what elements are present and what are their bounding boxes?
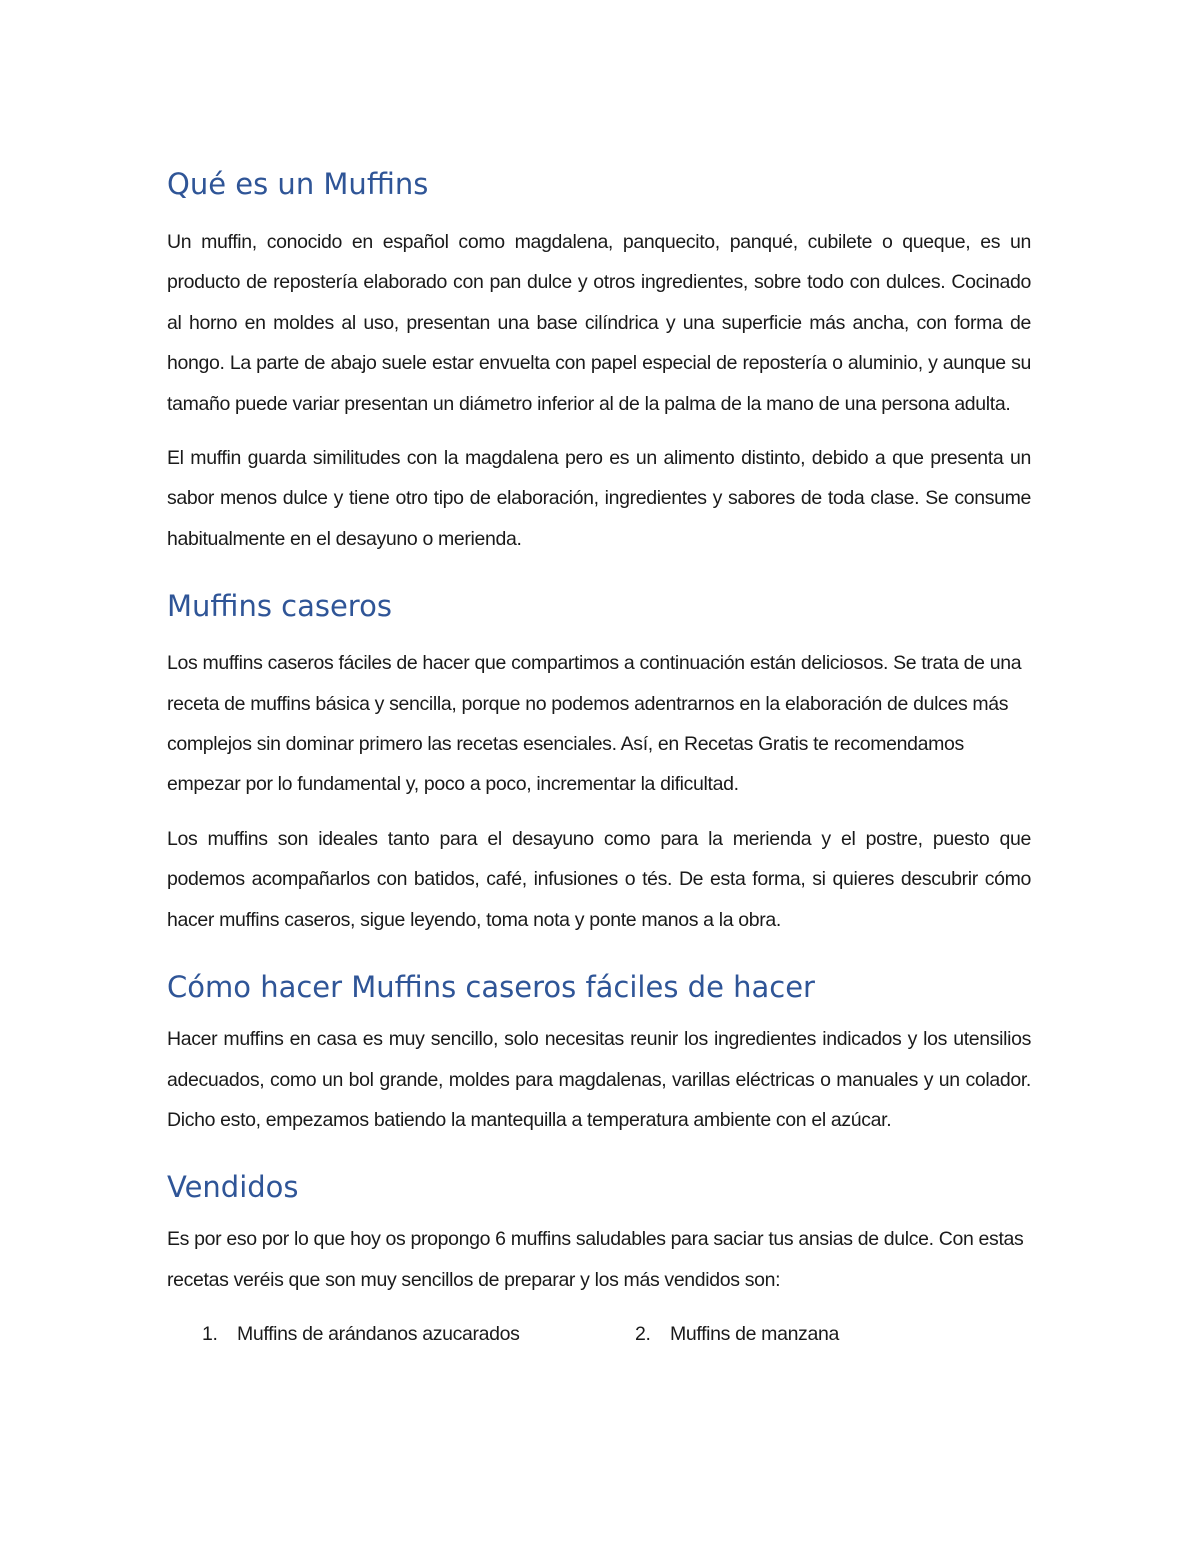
- list-number: 2.: [635, 1323, 651, 1346]
- list-number: 1.: [202, 1323, 218, 1346]
- document-page: [167, 152, 1031, 1354]
- paragraph: Los muffins caseros fáciles de hacer que compartimos a continuación están deliciosos. Se trata de una receta de muffins básica y sencilla, porque no podemos adentrarnos en la elaboración de dulces más complejos sin dominar primero las recetas esenciales. Así, en Recetas Gratis te recomendamos empezar por lo fundamental y, poco a poco, incrementar la dificultad.: [167, 652, 1022, 796]
- heading-que-es-un-muffins: Qué es un Muffins: [167, 167, 429, 201]
- heading-como-hacer-muffins: Cómo hacer Muffins caseros fáciles de hacer: [167, 970, 815, 1005]
- list-item-text: Muffins de arándanos azucarados: [237, 1323, 520, 1346]
- numbered-list: [167, 1314, 1031, 1354]
- paragraph: Los muffins son ideales tanto para el desayuno como para la merienda y el postre, puesto que podemos acompañarlos con batidos, café, infusiones o tés. De esta forma, si quieres descubrir cómo hacer muffins caseros, sigue leyendo, toma nota y ponte manos a la obra.: [167, 827, 1031, 931]
- paragraph: Un muffin, conocido en español como magdalena, panquecito, panqué, cubilete o queque, es un producto de repostería elaborado con pan dulce y otros ingredientes, sobre todo con dulces. Cocinado al horno en moldes al uso, presentan una base cilíndrica y una superficie más ancha, con forma de hongo. La parte de abajo suele estar envuelta con papel especial de repostería o aluminio, y aunque su tamaño puede variar presentan un diámetro inferior al de la palma de la mano de una persona adulta.: [167, 231, 1031, 415]
- heading-vendidos: Vendidos: [167, 1170, 299, 1205]
- paragraph: El muffin guarda similitudes con la magdalena pero es un alimento distinto, debido a que presenta un sabor menos dulce y tiene otro tipo de elaboración, ingredientes y sabores de toda clase. Se consume habitualmente en el desayuno o merienda.: [167, 447, 1031, 550]
- list-item: [635, 1314, 839, 1354]
- list-item-text: Muffins de manzana: [670, 1323, 839, 1346]
- heading-muffins-caseros: Muffins caseros: [167, 589, 392, 624]
- paragraph: Hacer muffins en casa es muy sencillo, solo necesitas reunir los ingredientes indicados y los utensilios adecuados, como un bol grande, moldes para magdalenas, varillas eléctricas o manuales y un colador. Dicho esto, empezamos batiendo la mantequilla a temperatura ambiente con el azúcar.: [167, 1028, 1031, 1131]
- paragraph: Es por eso por lo que hoy os propongo 6 muffins saludables para saciar tus ansias de dulce. Con estas recetas veréis que son muy sencillos de preparar y los más vendidos son:: [167, 1228, 1024, 1291]
- list-item: [167, 1314, 635, 1354]
